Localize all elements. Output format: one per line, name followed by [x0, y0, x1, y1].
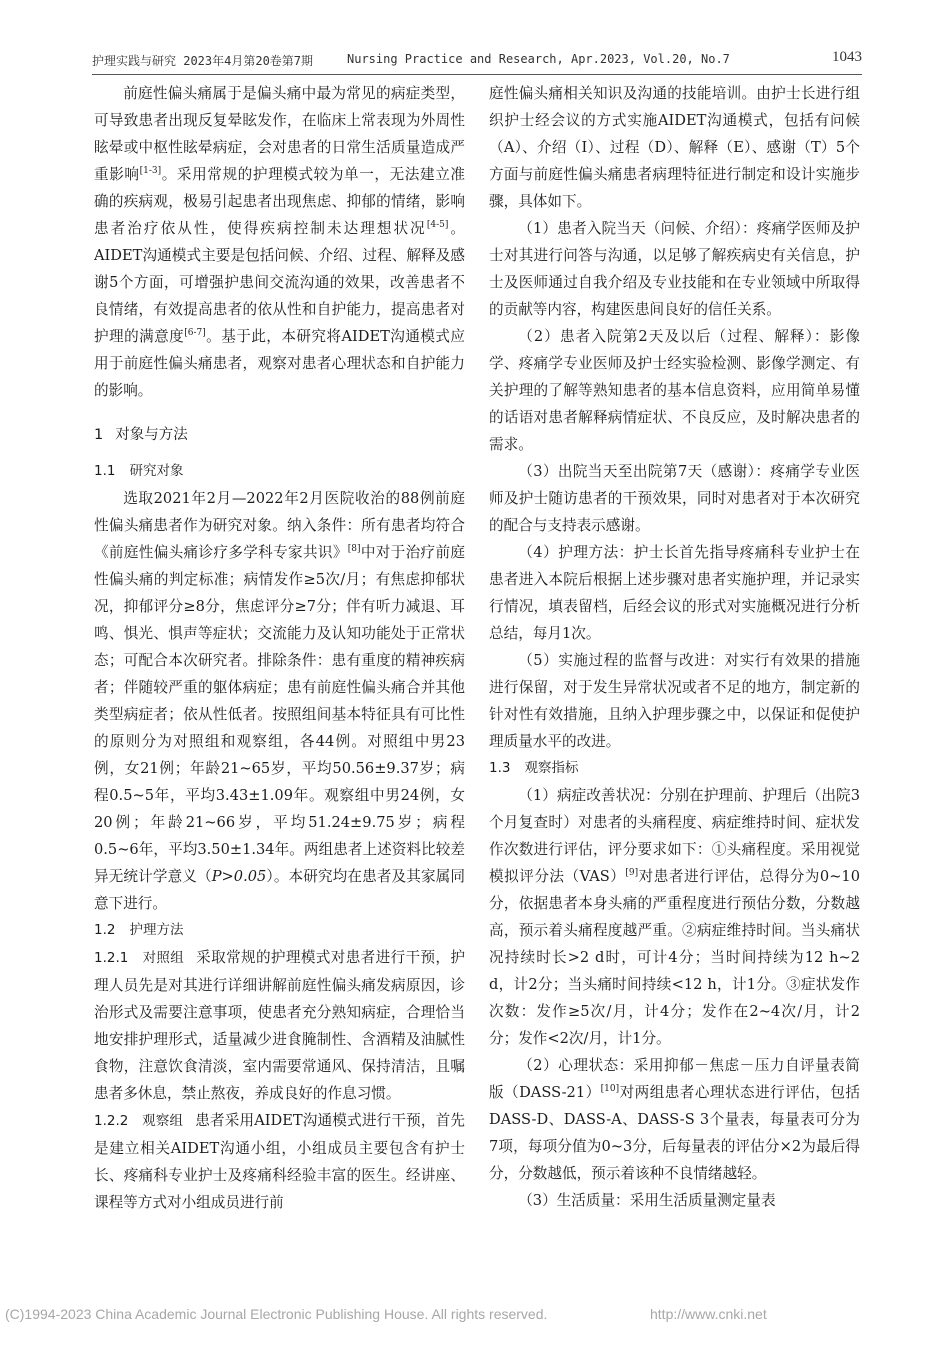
- page-number: 1043: [832, 49, 862, 65]
- observation-group-paragraph: 1.2.2 观察组 患者采用AIDET沟通模式进行干预，首先是建立相关AIDET沟通小组，小组成员主要包含有护士长、疼痛科专业护士及疼痛科经验丰富的医生。经讲座、课程等方式对小组成员进行前: [94, 1112, 465, 1211]
- citation: [10]: [600, 1084, 620, 1094]
- step-paragraph: （5）实施过程的监督与改进：对实行有效果的措施进行保留，对于发生异常状况或者不足的地方，制定新的针对性有效措施，且纳入护理步骤之中，以保证和促使护理质量水平的改进。: [489, 652, 860, 750]
- step-paragraph: （1）患者入院当天（问候、介绍）：疼痛学医师及护士对其进行问答与沟通，以足够了解疾病史有关信息，护士及医师通过自我介绍及专业技能和在专业领域中所取得的贡献等内容，构建医患间良好的信任关系。: [489, 220, 860, 318]
- left-column: [94, 80, 465, 1216]
- running-header: [92, 48, 862, 72]
- step-paragraph: （4）护理方法：护士长首先指导疼痛科专业护士在患者进入本院后根据上述步骤对患者实施护理，并记录实行情况，填表留档，后经会议的形式对实施概况进行分析总结，每月1次。: [489, 544, 860, 642]
- sub-subsection-label: 1.2.2 观察组: [94, 1113, 184, 1129]
- citation: [8]: [347, 544, 361, 554]
- p-value: P>0.05: [211, 868, 267, 885]
- citation: [9]: [625, 868, 639, 878]
- copyright-text: (C)1994-2023 China Academic Journal Electronic Publishing House. All rights reserved.: [5, 1306, 548, 1322]
- journal-title-cn: 护理实践与研究 2023年4月第20卷第7期: [92, 54, 314, 68]
- sub-subsection-label: 1.2.1 对照组: [94, 950, 185, 966]
- indicator-paragraph: （2）心理状态：采用抑郁－焦虑－压力自评量表简版（DASS-21）[10]对两组患者心理状态进行评估，包括DASS-D、DASS-A、DASS-S 3个量表，每量表可分为7项，每项分值为0~3分，后每量表的评估分×2为最后得分，分数越低，预示着该种不良情绪越轻。: [489, 1057, 860, 1182]
- citation: [1-3]: [139, 166, 162, 176]
- subsection-heading: 1.1 研究对象: [94, 463, 184, 479]
- right-column: [489, 80, 860, 1214]
- subjects-paragraph: 选取2021年2月—2022年2月医院收治的88例前庭性偏头痛患者作为研究对象。纳入条件：所有患者均符合《前庭性偏头痛诊疗多学科专家共识》[8]中对于治疗前庭性偏头痛的判定标准；病情发作≥5次/月；有焦虑抑郁状况，抑郁评分≥8分，焦虑评分≥7分；伴有听力减退、耳鸣、惧光、惧声等症状；交流能力及认知功能处于正常状态；可配合本次研究者。排除条件：患有重度的精神疾病者；伴随较严重的躯体病症；患有前庭性偏头痛合并其他类型病症者；依从性低者。按照组间基本特征具有可比性的原则分为对照组和观察组，各44例。对照组中男23例，女21例；年龄21~65岁，平均50.56±9.37岁；病程0.5~5年，平均3.43±1.09年。观察组中男24例，女20例；年龄21~66岁，平均51.24±9.75岁；病程0.5~6年，平均3.50±1.34年。两组患者上述资料比较差异无统计学意义（P>0.05）。本研究均在患者及其家属同意下进行。: [94, 490, 465, 912]
- citation: [4-5]: [426, 220, 449, 230]
- cnki-link[interactable]: http://www.cnki.net: [650, 1306, 767, 1322]
- subsection-heading: 1.3 观察指标: [489, 760, 579, 776]
- section-heading: 1 对象与方法: [94, 427, 188, 443]
- step-paragraph: （3）出院当天至出院第7天（感谢）：疼痛学专业医师及护士随访患者的干预效果，同时对患者对于本次研究的配合与支持表示感谢。: [489, 463, 860, 534]
- continued-paragraph: 庭性偏头痛相关知识及沟通的技能培训。由护士长进行组织护士经会议的方式实施AIDET沟通模式，包括有问候（A）、介绍（I）、过程（D）、解释（E）、感谢（T）5个方面与前庭性偏头痛患者病理特征进行制定和设计实施步骤，具体如下。: [489, 85, 860, 210]
- intro-paragraph: 前庭性偏头痛属于是偏头痛中最为常见的病症类型，可导致患者出现反复晕眩发作，在临床上常表现为外周性眩晕或中枢性眩晕病症，会对患者的日常生活质量造成严重影响[1-3]。采用常规的护理模式较为单一，无法建立准确的疾病观，极易引起患者出现焦虑、抑郁的情绪，影响患者治疗依从性，使得疾病控制未达理想状况[4-5]。AIDET沟通模式主要是包括问候、介绍、过程、解释及感谢5个方面，可增强护患间交流沟通的效果，改善患者不良情绪，有效提高患者的依从性和自护能力，提高患者对护理的满意度[6-7]。基于此，本研究将AIDET沟通模式应用于前庭性偏头痛患者，观察对患者心理状态和自护能力的影响。: [94, 85, 465, 399]
- indicator-paragraph: （1）病症改善状况：分别在护理前、护理后（出院3个月复查时）对患者的头痛程度、病症维持时间、症状发作次数进行评估，评分要求如下：①头痛程度。采用视觉模拟评分法（VAS）[9]对患者进行评估，总得分为0~10分，依据患者本身头痛的严重程度进行预估分数，分数越高，预示着头痛程度越严重。②病症维持时间。当头痛状况持续时长>2 d时，可计4分；当时间持续为12 h~2 d，计2分；当头痛时间持续<12 h，计1分。③症状发作次数：发作≥5次/月，计4分；发作在2~4次/月，计2分；发作<2次/月，计1分。: [489, 787, 860, 1047]
- indicator-paragraph: （3）生活质量：采用生活质量测定量表: [518, 1192, 776, 1209]
- citation: [6-7]: [184, 328, 206, 338]
- control-group-paragraph: 1.2.1 对照组 采取常规的护理模式对患者进行干预，护理人员先是对其进行详细讲解前庭性偏头痛发病原因，诊治形式及需要注意事项，使患者充分熟知病症，合理恰当地安排护理形式，适量减少进食腌制性、含酒精及油腻性食物，注意饮食清淡，室内需要常通风、保持清洁，且嘱患者多休息，禁止熬夜，养成良好的作息习惯。: [94, 949, 465, 1102]
- header-rule: [92, 74, 862, 75]
- step-paragraph: （2）患者入院第2天及以后（过程、解释）：影像学、疼痛学专业医师及护士经实验检测、影像学测定、有关护理的了解等熟知患者的基本信息资料，应用简单易懂的话语对患者解释病情症状、不良反应，及时解决患者的需求。: [489, 328, 860, 453]
- journal-title-en: Nursing Practice and Research, Apr.2023, Vol.20, No.7: [347, 52, 730, 66]
- subsection-heading: 1.2 护理方法: [94, 922, 184, 938]
- copyright-footer: [0, 1300, 950, 1328]
